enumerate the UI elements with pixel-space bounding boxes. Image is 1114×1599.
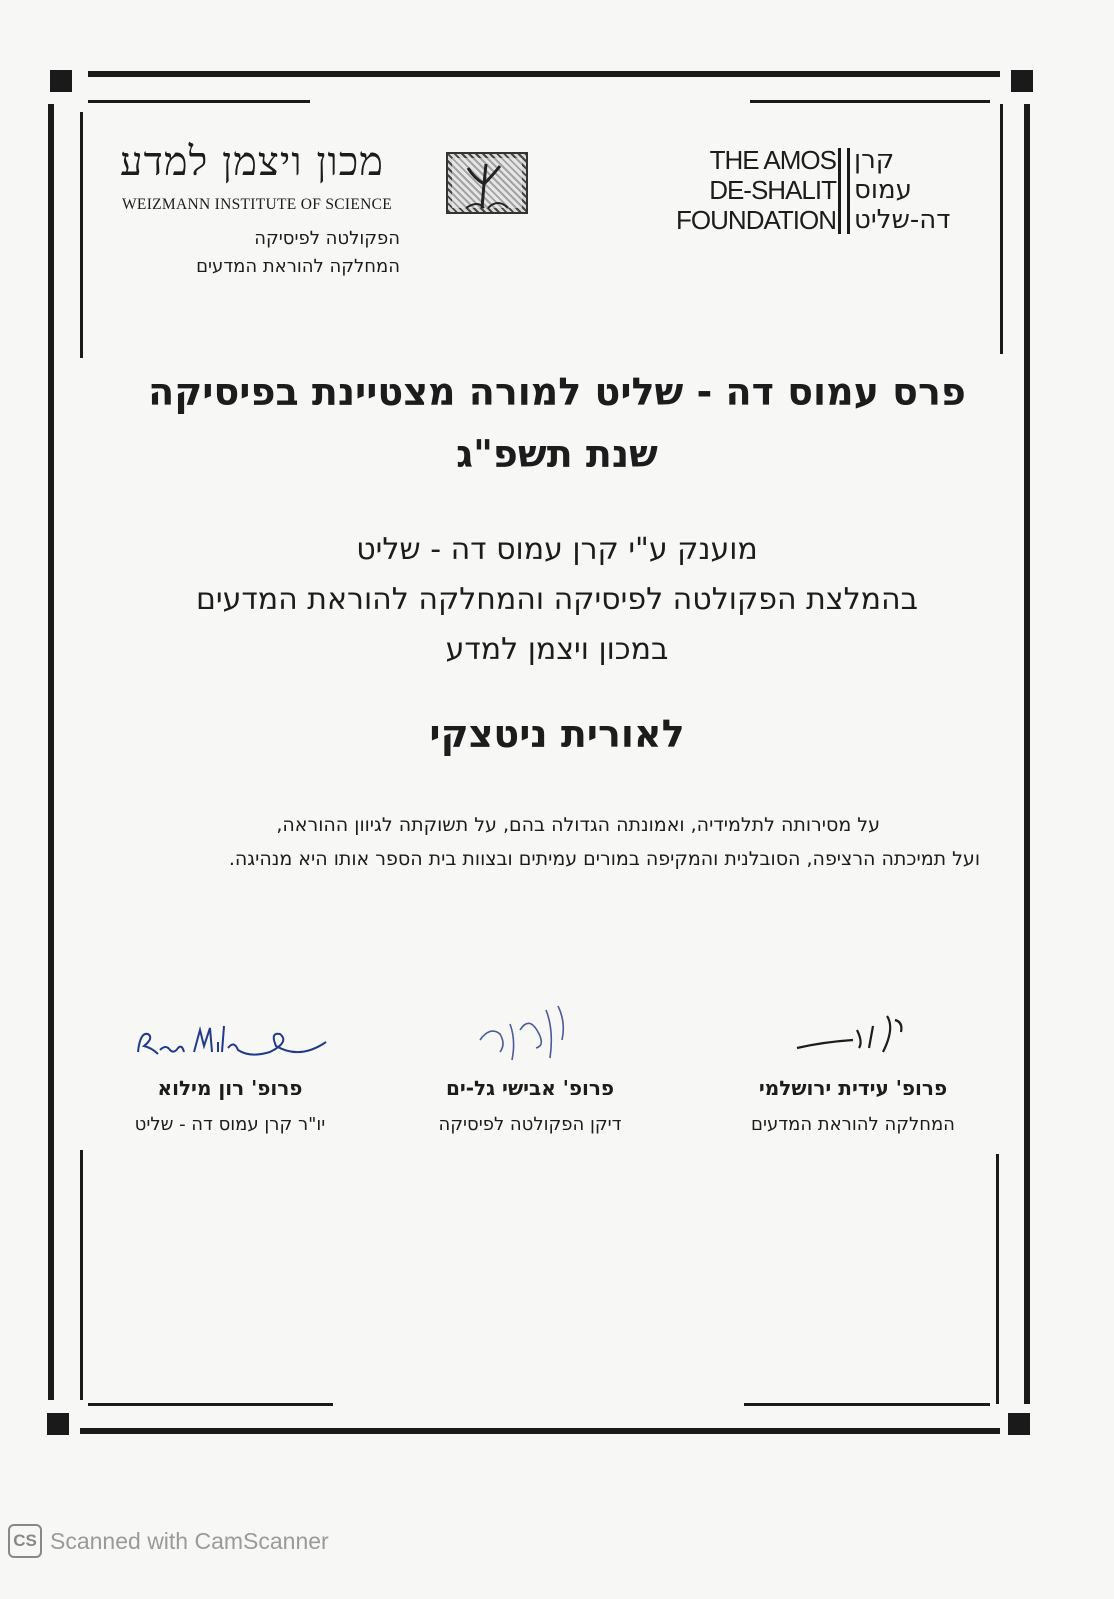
foundation-english-line: DE-SHALIT [709, 175, 836, 205]
recommendation-line: בהמלצת הפקולטה לפיסיקה והמחלקה להוראת המדעים [196, 582, 918, 617]
signatory-name: פרופ' עידית ירושלמי [758, 1076, 948, 1100]
scanner-watermark [8, 1522, 329, 1560]
frame-corner-bottom-right [1008, 1413, 1030, 1435]
foundation-logo-divider [838, 148, 850, 234]
foundation-hebrew-name [854, 145, 974, 235]
recipient-name: לאורית ניטצקי [429, 712, 685, 756]
frame-bottom-right-line [744, 1403, 990, 1406]
frame-bottom-bar [80, 1428, 1000, 1434]
signature-block-yerushalmi [718, 1008, 988, 1135]
institute-line: במכון ויצמן למדע [445, 632, 669, 667]
foundation-hebrew-line: דה-שליט [854, 205, 951, 235]
frame-corner-top-right [1011, 70, 1033, 92]
awarded-by-line: מוענק ע"י קרן עמוס דה - שליט [356, 532, 758, 567]
signatory-role: המחלקה להוראת המדעים [751, 1114, 955, 1135]
science-teaching-dept-label: המחלקה להוראת המדעים [196, 256, 400, 277]
signatory-role: יו"ר קרן עמוס דה - שליט [134, 1114, 326, 1135]
weizmann-tree-emblem-icon [446, 152, 528, 214]
weizmann-hebrew-name: מכון ויצמן למדע [120, 139, 385, 185]
foundation-english-line: THE AMOS [709, 145, 836, 175]
citation-line: ועל תמיכתה הרציפה, הסובלנית והמקיפה במורים עמיתים ובצוות בית הספר אותו היא מנהיגה. [228, 848, 980, 870]
signature-milo-icon [130, 1012, 330, 1066]
signatory-role: דיקן הפקולטה לפיסיקה [438, 1114, 622, 1135]
faculty-of-physics-label: הפקולטה לפיסיקה [254, 228, 400, 249]
frame-left-inner-top [80, 112, 83, 358]
weizmann-english-name: WEIZMANN INSTITUTE OF SCIENCE [122, 196, 393, 213]
signature-block-gal-yam [395, 1000, 665, 1135]
frame-top-right-line [750, 100, 990, 103]
frame-corner-bottom-left [47, 1413, 69, 1435]
camscanner-logo-icon: CS [8, 1524, 42, 1558]
signatory-name: פרופ' אבישי גל-ים [445, 1076, 615, 1100]
foundation-english-name [660, 145, 836, 235]
signature-gal-yam-icon [470, 1000, 590, 1066]
foundation-hebrew-line: עמוס [854, 175, 912, 205]
foundation-english-line: FOUNDATION [676, 205, 836, 235]
frame-corner-top-left [50, 70, 72, 92]
frame-bottom-left-line [88, 1403, 333, 1406]
signatory-name: פרופ' רון מילוא [157, 1076, 303, 1100]
certificate-title: פרס עמוס דה - שליט למורה מצטיינת בפיסיקה [148, 370, 966, 414]
signature-block-milo [95, 1012, 365, 1135]
citation-line: על מסירותה לתלמידיה, ואמונתה הגדולה בהם, על תשוקתה לגיוון ההוראה, [276, 814, 880, 836]
frame-left-inner-bottom [80, 1150, 83, 1400]
frame-top-bar [88, 71, 1000, 77]
scanner-watermark-text: Scanned with CamScanner [50, 1527, 329, 1554]
frame-right-inner-top [1000, 104, 1003, 354]
signature-yerushalmi-icon [783, 1008, 923, 1066]
certificate-year: שנת תשפ"ג [456, 432, 658, 476]
frame-right-inner-bottom [996, 1154, 999, 1404]
frame-top-left-line [88, 100, 310, 103]
foundation-hebrew-line: קרן [854, 145, 895, 175]
